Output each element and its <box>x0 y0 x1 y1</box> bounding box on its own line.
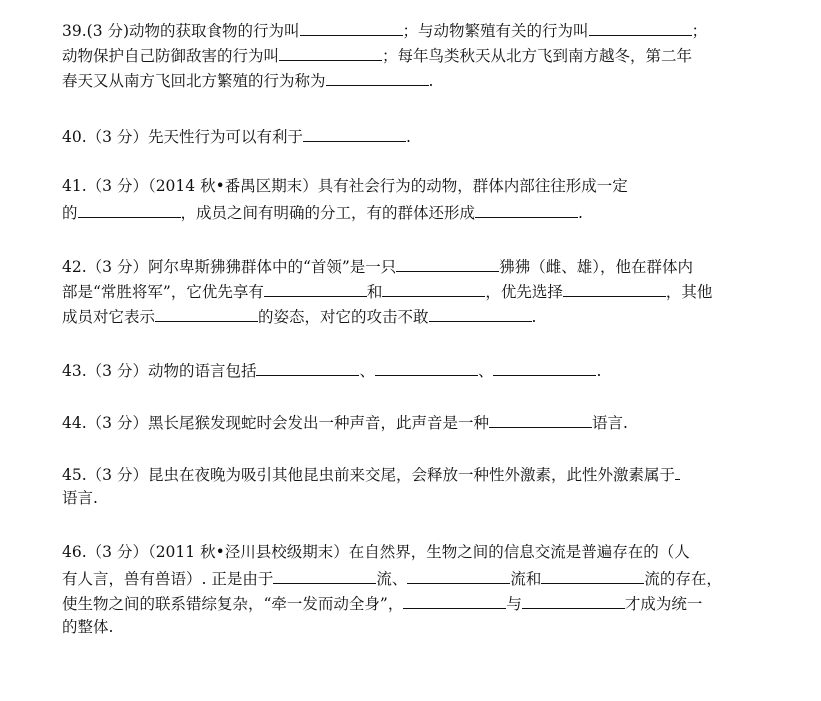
question-text: （3 分）黑长尾猴发现蛇时会发出一种声音，此声音是一种 <box>86 414 489 432</box>
question-line <box>62 486 762 511</box>
question-text: 的 <box>62 204 78 222</box>
question-text: 流、 <box>376 570 408 588</box>
question-44 <box>62 409 762 434</box>
question-text: 成员对它表示 <box>62 308 156 326</box>
question-text: 狒狒（雌、雄），他在群体内 <box>499 258 694 276</box>
question-text: . <box>428 72 434 90</box>
answer-blank[interactable] <box>475 199 578 218</box>
question-text: （3 分）动物的语言包括 <box>86 362 257 380</box>
question-40 <box>62 123 762 148</box>
answer-blank[interactable] <box>382 278 485 297</box>
answer-blank[interactable] <box>300 17 403 36</box>
question-line <box>62 253 762 278</box>
answer-blank[interactable] <box>675 461 680 480</box>
question-text: 语言. <box>62 489 98 507</box>
question-text: 春天又从南方飞回北方繁殖的行为称为 <box>62 72 326 90</box>
answer-blank[interactable] <box>396 253 499 272</box>
answer-blank[interactable] <box>541 565 644 584</box>
question-line <box>62 590 762 615</box>
question-text: (3 分)动物的获取食物的行为叫 <box>86 22 300 40</box>
question-number: 45. <box>62 466 87 484</box>
question-number: 46. <box>62 543 87 561</box>
question-text: 动物保护自己防御敌害的行为叫 <box>62 47 280 65</box>
answer-blank[interactable] <box>256 357 359 376</box>
question-line <box>62 42 762 67</box>
question-text: 的整体. <box>62 618 114 636</box>
question-text: 的姿态，对它的攻击不敢 <box>258 308 429 326</box>
answer-blank[interactable] <box>326 67 429 86</box>
question-text: 、 <box>359 362 375 380</box>
question-text: ，其他 <box>665 283 713 301</box>
question-line <box>62 67 762 92</box>
question-text: 与 <box>506 595 522 613</box>
question-line <box>62 565 762 590</box>
question-text: . <box>596 362 602 380</box>
question-text: . <box>578 204 583 222</box>
question-46 <box>62 540 762 640</box>
question-text: ；每年鸟类秋天从北方飞到南方越冬，第二年 <box>382 47 693 65</box>
answer-blank[interactable] <box>273 565 376 584</box>
answer-blank[interactable] <box>563 278 666 297</box>
question-41 <box>62 174 762 224</box>
question-text: （3 分）昆虫在夜晚为吸引其他昆虫前来交尾，会释放一种性外激素，此性外激素属于 <box>86 466 675 484</box>
question-45 <box>62 461 762 511</box>
question-line <box>62 409 762 434</box>
question-line <box>62 357 762 382</box>
answer-blank[interactable] <box>279 42 382 61</box>
question-text: 语言. <box>591 414 628 432</box>
question-text: 部是“常胜将军”，它优先享有 <box>62 283 264 301</box>
question-text: 才成为统一 <box>624 595 703 613</box>
question-text: 流的存在， <box>644 570 722 588</box>
question-line <box>62 17 762 42</box>
question-line <box>62 174 762 199</box>
question-text: 、 <box>477 362 494 380</box>
question-text: （3 分）先天性行为可以有利于 <box>86 128 303 146</box>
question-39 <box>62 17 762 92</box>
question-line <box>62 278 762 303</box>
question-number: 44. <box>62 414 87 432</box>
question-text: 流和 <box>510 570 542 588</box>
answer-blank[interactable] <box>403 590 506 609</box>
question-42 <box>62 253 762 328</box>
answer-blank[interactable] <box>303 123 406 142</box>
question-text: 使生物之间的联系错综复杂，“牵一发而动全身”， <box>62 595 404 613</box>
question-line <box>62 303 762 328</box>
answer-blank[interactable] <box>589 17 692 36</box>
question-text: ； <box>691 22 708 40</box>
question-text: . <box>405 128 411 146</box>
question-text: （3 分）阿尔卑斯狒狒群体中的“首领”是一只 <box>86 258 397 276</box>
question-text: ；与动物繁殖有关的行为叫 <box>402 22 589 40</box>
question-line <box>62 461 762 486</box>
answer-blank[interactable] <box>264 278 367 297</box>
answer-blank[interactable] <box>493 357 596 376</box>
question-number: 40. <box>62 128 87 146</box>
answer-blank[interactable] <box>429 303 532 322</box>
question-number: 39. <box>62 22 87 40</box>
question-line <box>62 123 762 148</box>
question-number: 41. <box>62 177 87 195</box>
answer-blank[interactable] <box>522 590 625 609</box>
question-line <box>62 540 762 565</box>
question-text: 和 <box>366 283 383 301</box>
question-number: 42. <box>62 258 87 276</box>
question-text: . <box>531 308 537 326</box>
answer-blank[interactable] <box>407 565 510 584</box>
answer-blank[interactable] <box>489 409 592 428</box>
answer-blank[interactable] <box>155 303 258 322</box>
question-text: （3 分）（2014 秋•番禺区期末）具有社会行为的动物，群体内部往往形成一定 <box>86 177 628 195</box>
question-line <box>62 615 762 640</box>
question-text: 有人言，兽有兽语）. 正是由于 <box>62 570 274 588</box>
question-text: （3 分）（2011 秋•泾川县校级期末）在自然界，生物之间的信息交流是普遍存在的（人 <box>86 543 690 561</box>
question-text: ，优先选择 <box>485 283 563 301</box>
answer-blank[interactable] <box>375 357 478 376</box>
question-43 <box>62 357 762 382</box>
question-number: 43. <box>62 362 87 380</box>
question-line <box>62 199 762 224</box>
question-text: ，成员之间有明确的分工，有的群体还形成 <box>180 204 476 222</box>
answer-blank[interactable] <box>78 199 181 218</box>
